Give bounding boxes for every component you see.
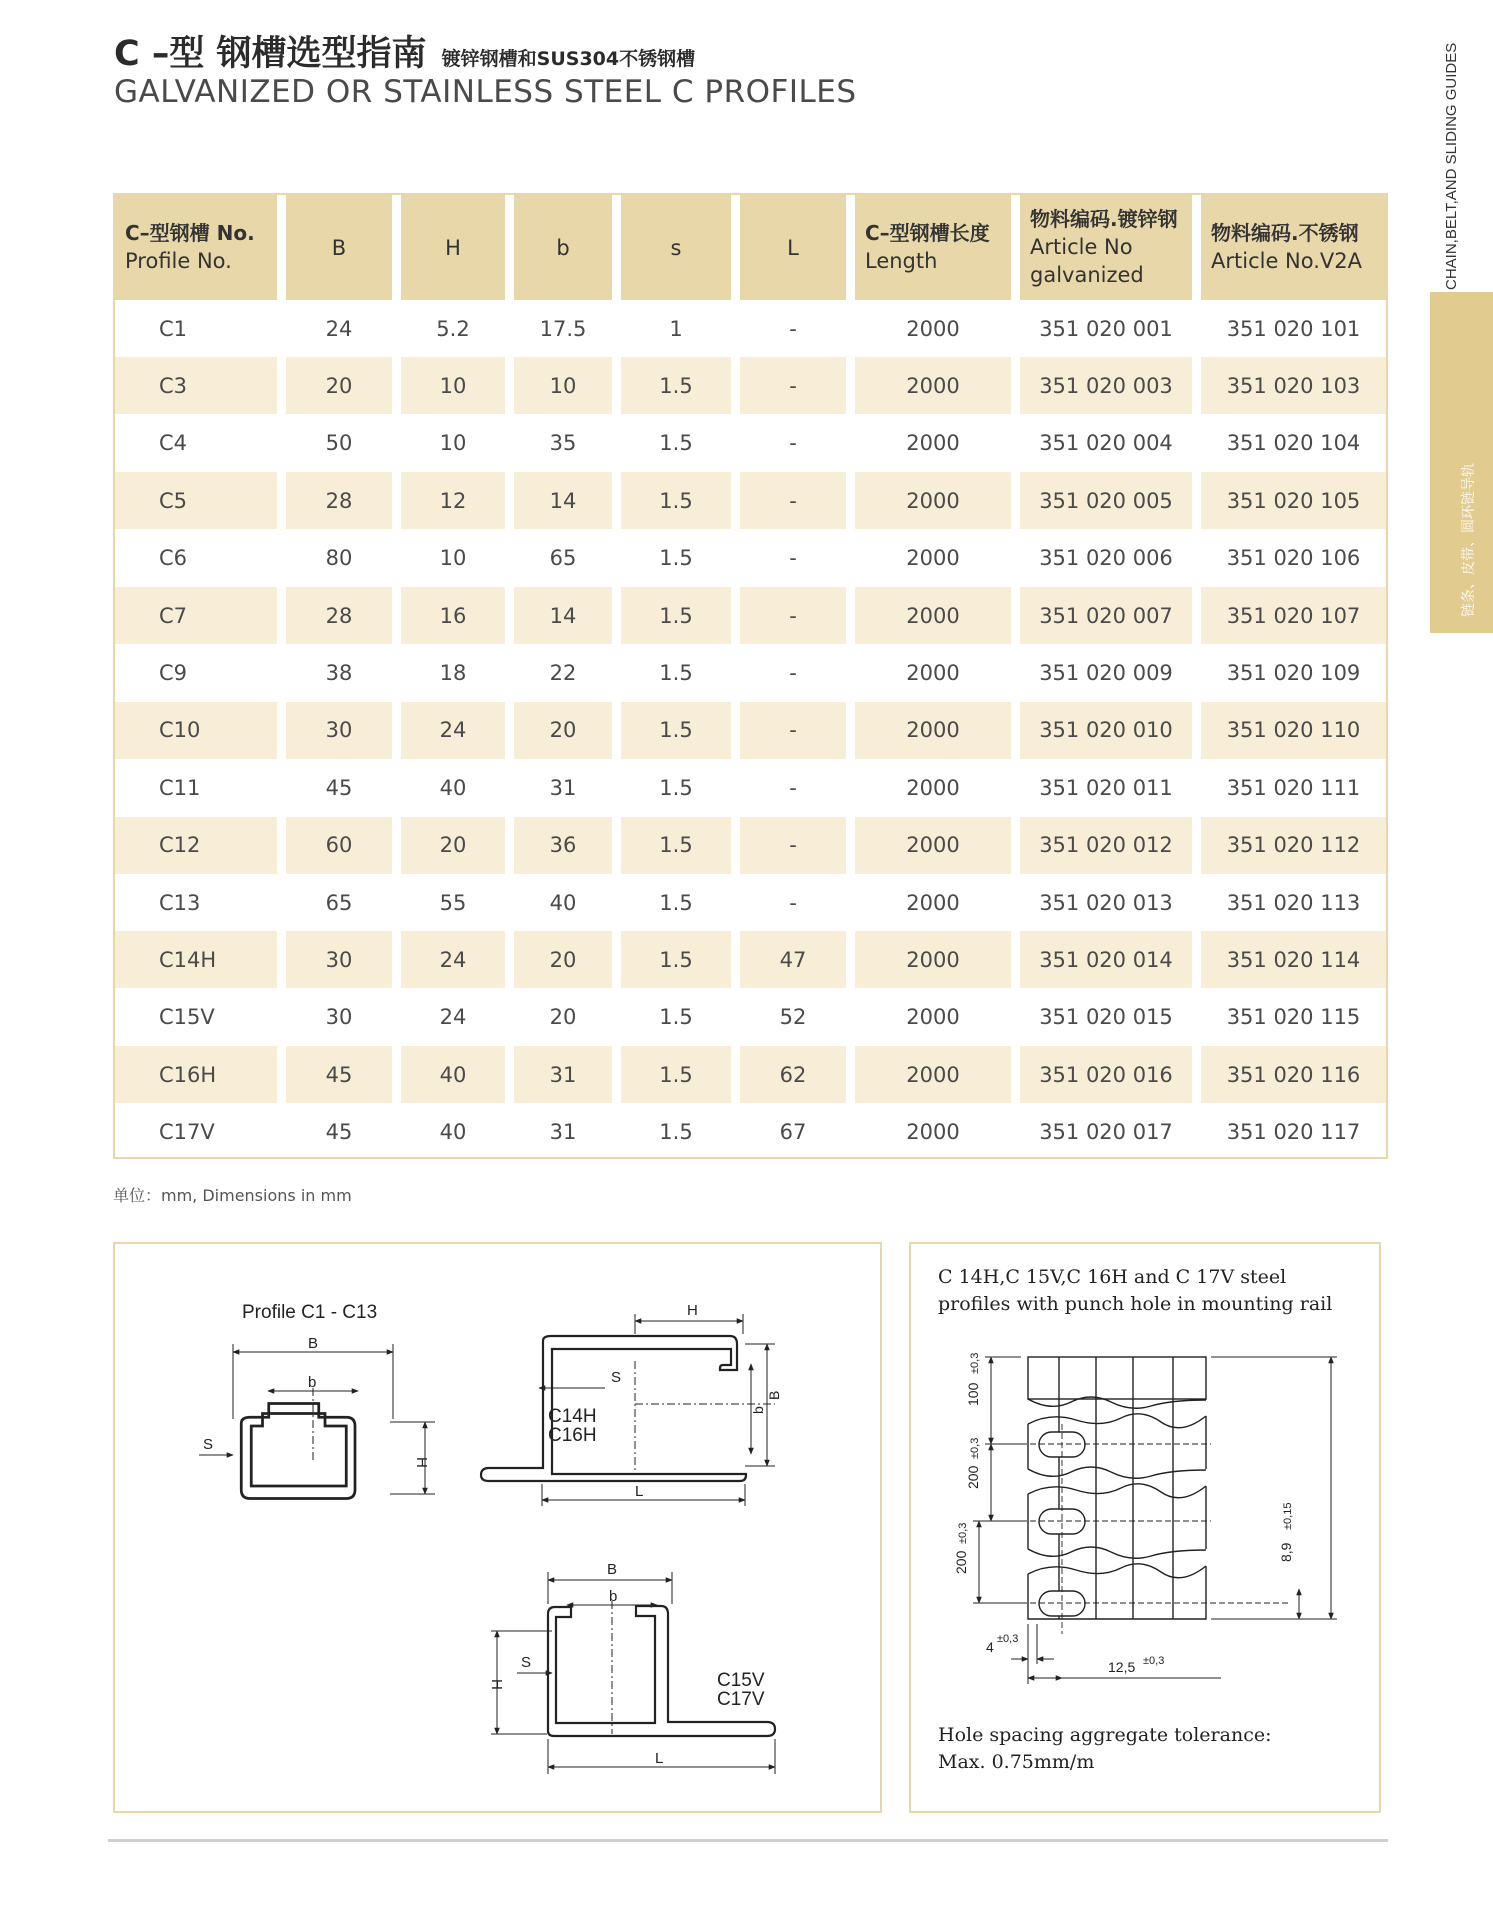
table-cell: 20	[549, 948, 577, 973]
table-cell: 1.5	[659, 718, 693, 743]
table-cell: 2000	[906, 1005, 960, 1030]
table-header-line1: 物料编码.镀锌钢	[1030, 206, 1178, 231]
label-H-c15v: H	[488, 1679, 505, 1690]
table-cell: 2000	[906, 890, 960, 915]
group-label-c14h: C14H	[548, 1406, 597, 1427]
profile-c1-c13-title: Profile C1 - C13	[242, 1302, 378, 1323]
table-cell: -	[789, 833, 797, 858]
table-cell: 67	[779, 1120, 807, 1145]
dim-4: 4	[986, 1639, 994, 1655]
table-cell: 351 020 011	[1039, 775, 1173, 800]
label-B-c15v: B	[607, 1561, 618, 1578]
table-header-cell: H	[445, 235, 461, 260]
table-cell-profile: C6	[159, 546, 188, 571]
table-header-cell	[1020, 195, 1192, 300]
table-cell: 55	[439, 890, 467, 915]
table-cell: 65	[325, 890, 353, 915]
table-cell: 50	[325, 431, 353, 456]
profiles-table	[113, 193, 1388, 1159]
table-cell: 36	[549, 833, 577, 858]
table-cell: 351 020 014	[1039, 948, 1173, 973]
dim-200a: 200	[965, 1465, 981, 1489]
table-cell: 351 020 006	[1039, 546, 1173, 571]
column-separator	[505, 195, 514, 1157]
table-cell-profile: C4	[159, 431, 188, 456]
table-cell: 351 020 115	[1226, 1005, 1361, 1030]
page-subtitle: 镀锌钢槽和SUS304不锈钢槽	[441, 48, 696, 70]
table-cell: 1.5	[659, 948, 693, 973]
table-cell: -	[789, 775, 797, 800]
table-cell: 38	[325, 661, 353, 686]
table-cell: -	[789, 890, 797, 915]
table-cell: 24	[439, 948, 467, 973]
table-cell: 47	[779, 948, 807, 973]
table-cell: 351 020 106	[1226, 546, 1361, 571]
table-cell: 80	[325, 546, 353, 571]
table-cell: 1	[669, 316, 683, 341]
table-header-line2: Length	[865, 248, 938, 273]
page-title-english: GALVANIZED OR STAINLESS STEEL C PROFILES	[114, 74, 857, 110]
table-cell: 30	[325, 948, 353, 973]
table-cell-profile: C11	[159, 775, 201, 800]
table-cell: 1.5	[659, 661, 693, 686]
group-label-c15v: C15V	[717, 1670, 765, 1691]
label-H-c14h: H	[687, 1302, 698, 1319]
table-cell: 351 020 012	[1039, 833, 1173, 858]
table-header-line2: Article No.V2A	[1211, 248, 1362, 273]
dim-89: 8,9	[1278, 1542, 1294, 1562]
table-cell: 20	[549, 718, 577, 743]
table-cell-profile: C15V	[159, 1005, 215, 1030]
label-b-c15v: b	[609, 1588, 618, 1605]
column-separator	[612, 195, 621, 1157]
page-title: C –型 钢槽选型指南	[114, 34, 427, 74]
table-cell: 30	[325, 718, 353, 743]
table-header-line3: galvanized	[1030, 263, 1144, 287]
column-separator	[1011, 195, 1020, 1157]
table-cell: 14	[549, 603, 577, 628]
table-cell: 18	[439, 661, 467, 686]
table-cell: 45	[325, 1062, 353, 1087]
profile-diagrams-svg	[115, 1244, 880, 1811]
table-header-line1: C–型钢槽长度	[865, 220, 990, 245]
table-cell: 10	[439, 546, 467, 571]
table-cell: 28	[325, 603, 353, 628]
tolerance-note-line2: Max. 0.75mm/m	[938, 1751, 1095, 1773]
table-cell: 1.5	[659, 1005, 693, 1030]
profile-c-inner-shape	[251, 1414, 346, 1487]
table-cell: 351 020 007	[1039, 603, 1173, 628]
table-cell: 14	[549, 488, 577, 513]
table-cell: -	[789, 316, 797, 341]
table-cell: 351 020 003	[1039, 374, 1173, 399]
table-cell: 35	[549, 431, 577, 456]
table-cell: -	[789, 603, 797, 628]
table-cell: 351 020 109	[1226, 661, 1361, 686]
label-H: H	[413, 1457, 430, 1468]
table-cell: 351 020 110	[1226, 718, 1361, 743]
table-cell: 1.5	[659, 374, 693, 399]
profile-c-shape	[241, 1404, 355, 1499]
table-cell: -	[789, 431, 797, 456]
punch-hole-box	[909, 1242, 1381, 1813]
table-cell: 28	[325, 488, 353, 513]
table-cell: 2000	[906, 431, 960, 456]
table-cell: 351 020 001	[1039, 316, 1173, 341]
table-cell: 16	[439, 603, 467, 628]
table-cell: 10	[439, 374, 467, 399]
group-label-c17v: C17V	[717, 1689, 765, 1710]
label-B-c14h: B	[766, 1390, 782, 1400]
table-cell: 2000	[906, 775, 960, 800]
table-header-cell	[1201, 195, 1386, 300]
table-cell: 351 020 116	[1226, 1062, 1361, 1087]
table-cell: 351 020 004	[1039, 431, 1173, 456]
label-B: B	[308, 1335, 319, 1352]
table-cell-profile: C13	[159, 890, 201, 915]
table-cell: 1.5	[659, 488, 693, 513]
table-cell: 351 020 112	[1226, 833, 1361, 858]
table-cell-profile: C7	[159, 603, 188, 628]
table-cell: 65	[549, 546, 577, 571]
punch-note-line1: C 14H,C 15V,C 16H and C 17V steel	[938, 1266, 1287, 1288]
label-b-c14h: b	[750, 1406, 766, 1414]
table-cell-profile: C17V	[159, 1120, 215, 1145]
table-cell: 351 020 005	[1039, 488, 1173, 513]
table-header-cell: L	[787, 235, 799, 260]
table-cell-profile: C1	[159, 316, 188, 341]
table-cell: 1.5	[659, 431, 693, 456]
table-header-line1: C–型钢槽 No.	[125, 220, 255, 245]
profile-diagrams-box	[113, 1242, 882, 1813]
profile-c14h-shape	[481, 1336, 746, 1481]
table-header-line2: Article No	[1030, 234, 1133, 259]
table-cell-profile: C14H	[159, 948, 217, 973]
table-cell: 351 020 113	[1226, 890, 1361, 915]
dim-200b: 200	[953, 1550, 969, 1574]
tolerance-note-line1: Hole spacing aggregate tolerance:	[938, 1724, 1272, 1746]
table-cell: 351 020 015	[1039, 1005, 1173, 1030]
table-cell: 10	[439, 431, 467, 456]
table-cell: 24	[439, 1005, 467, 1030]
label-s-c14h: S	[611, 1369, 622, 1386]
punch-note-line2: profiles with punch hole in mounting rail	[938, 1293, 1333, 1315]
table-cell: 20	[439, 833, 467, 858]
table-cell: 2000	[906, 374, 960, 399]
dim-125-tol: ±0,3	[1143, 1655, 1165, 1667]
table-cell: -	[789, 546, 797, 571]
table-cell: 351 020 017	[1039, 1120, 1173, 1145]
dim-200a-tol: ±0,3	[969, 1437, 981, 1459]
table-cell: 351 020 117	[1226, 1120, 1361, 1145]
table-cell: 62	[779, 1062, 807, 1087]
table-cell: 45	[325, 775, 353, 800]
table-cell: 31	[549, 1062, 577, 1087]
table-cell: 40	[439, 1062, 467, 1087]
table-cell: -	[789, 488, 797, 513]
column-separator	[277, 195, 286, 1157]
table-cell: 52	[779, 1005, 807, 1030]
table-header-cell	[855, 195, 1011, 300]
table-cell: 2000	[906, 316, 960, 341]
table-cell-profile: C5	[159, 488, 188, 513]
table-cell: 40	[439, 1120, 467, 1145]
table-cell: 351 020 009	[1039, 661, 1173, 686]
table-cell: -	[789, 661, 797, 686]
punch-hole-svg	[911, 1334, 1379, 1714]
table-cell: 2000	[906, 603, 960, 628]
table-cell: 20	[325, 374, 353, 399]
table-cell: 1.5	[659, 775, 693, 800]
table-header-cell: b	[556, 235, 570, 260]
label-s: S	[203, 1436, 214, 1453]
table-cell: 2000	[906, 488, 960, 513]
dim-200b-tol: ±0,3	[957, 1522, 969, 1544]
side-tab[interactable]	[1430, 292, 1493, 633]
table-cell: 5.2	[436, 316, 470, 341]
table-cell: 22	[549, 661, 577, 686]
table-cell-profile: C9	[159, 661, 188, 686]
table-cell: 2000	[906, 661, 960, 686]
table-cell: 351 020 111	[1226, 775, 1361, 800]
table-cell: 1.5	[659, 1062, 693, 1087]
table-cell: 17.5	[539, 316, 587, 341]
label-b: b	[308, 1374, 317, 1391]
dim-100-tol: ±0,3	[969, 1352, 981, 1374]
column-separator	[846, 195, 855, 1157]
table-cell: 31	[549, 775, 577, 800]
table-cell: 351 020 105	[1226, 488, 1361, 513]
table-cell: 351 020 103	[1226, 374, 1361, 399]
table-cell: 351 020 010	[1039, 718, 1173, 743]
dim-89-tol: ±0,15	[1282, 1502, 1294, 1530]
group-label-c16h: C16H	[548, 1425, 597, 1446]
table-cell: 10	[549, 374, 577, 399]
label-L-c15v: L	[655, 1750, 664, 1767]
dim-100: 100	[965, 1382, 981, 1406]
table-header-cell: s	[670, 235, 682, 260]
table-cell: 45	[325, 1120, 353, 1145]
table-cell: 24	[325, 316, 353, 341]
table-cell: 30	[325, 1005, 353, 1030]
units-note: 单位：mm, Dimensions in mm	[113, 1186, 352, 1205]
table-cell: 1.5	[659, 890, 693, 915]
dim-4-tol: ±0,3	[997, 1633, 1019, 1645]
label-L-c14h: L	[635, 1483, 644, 1500]
table-cell: 2000	[906, 1120, 960, 1145]
table-cell: 351 020 013	[1039, 890, 1173, 915]
table-cell: -	[789, 374, 797, 399]
label-s-c15v: S	[521, 1654, 532, 1671]
table-cell: 1.5	[659, 833, 693, 858]
column-separator	[1192, 195, 1201, 1157]
table-cell: 2000	[906, 718, 960, 743]
table-cell: 2000	[906, 948, 960, 973]
dim-125: 12,5	[1108, 1659, 1136, 1675]
table-cell: 351 020 101	[1226, 316, 1361, 341]
table-cell-profile: C12	[159, 833, 201, 858]
table-cell: 351 020 104	[1226, 431, 1361, 456]
table-cell: 24	[439, 718, 467, 743]
table-cell: 1.5	[659, 603, 693, 628]
column-separator	[392, 195, 401, 1157]
table-cell: 2000	[906, 833, 960, 858]
table-cell: 351 020 107	[1226, 603, 1361, 628]
table-header-line1: 物料编码.不锈钢	[1211, 220, 1359, 245]
table-cell: 351 020 016	[1039, 1062, 1173, 1087]
table-cell: 40	[439, 775, 467, 800]
table-cell: 12	[439, 488, 467, 513]
table-header-cell	[115, 195, 277, 300]
table-cell: 2000	[906, 546, 960, 571]
table-cell-profile: C16H	[159, 1062, 217, 1087]
table-cell-profile: C10	[159, 718, 201, 743]
table-cell: 1.5	[659, 546, 693, 571]
table-cell: 31	[549, 1120, 577, 1145]
table-header-cell: B	[331, 235, 347, 260]
bottom-rule	[108, 1839, 1388, 1842]
table-cell-profile: C3	[159, 374, 188, 399]
table-cell: 1.5	[659, 1120, 693, 1145]
side-label-english: CHAIN,BELT,AND SLIDING GUIDES	[1443, 42, 1460, 290]
table-cell: 20	[549, 1005, 577, 1030]
column-separator	[731, 195, 740, 1157]
table-cell: 2000	[906, 1062, 960, 1087]
table-cell: 40	[549, 890, 577, 915]
side-tab-label: 链条、皮带、圆环链导轨	[1461, 463, 1477, 617]
page-title-row	[114, 26, 695, 76]
table-header-line2: Profile No.	[125, 248, 232, 273]
table-cell: 60	[325, 833, 353, 858]
table-cell: -	[789, 718, 797, 743]
table-cell: 351 020 114	[1226, 948, 1361, 973]
